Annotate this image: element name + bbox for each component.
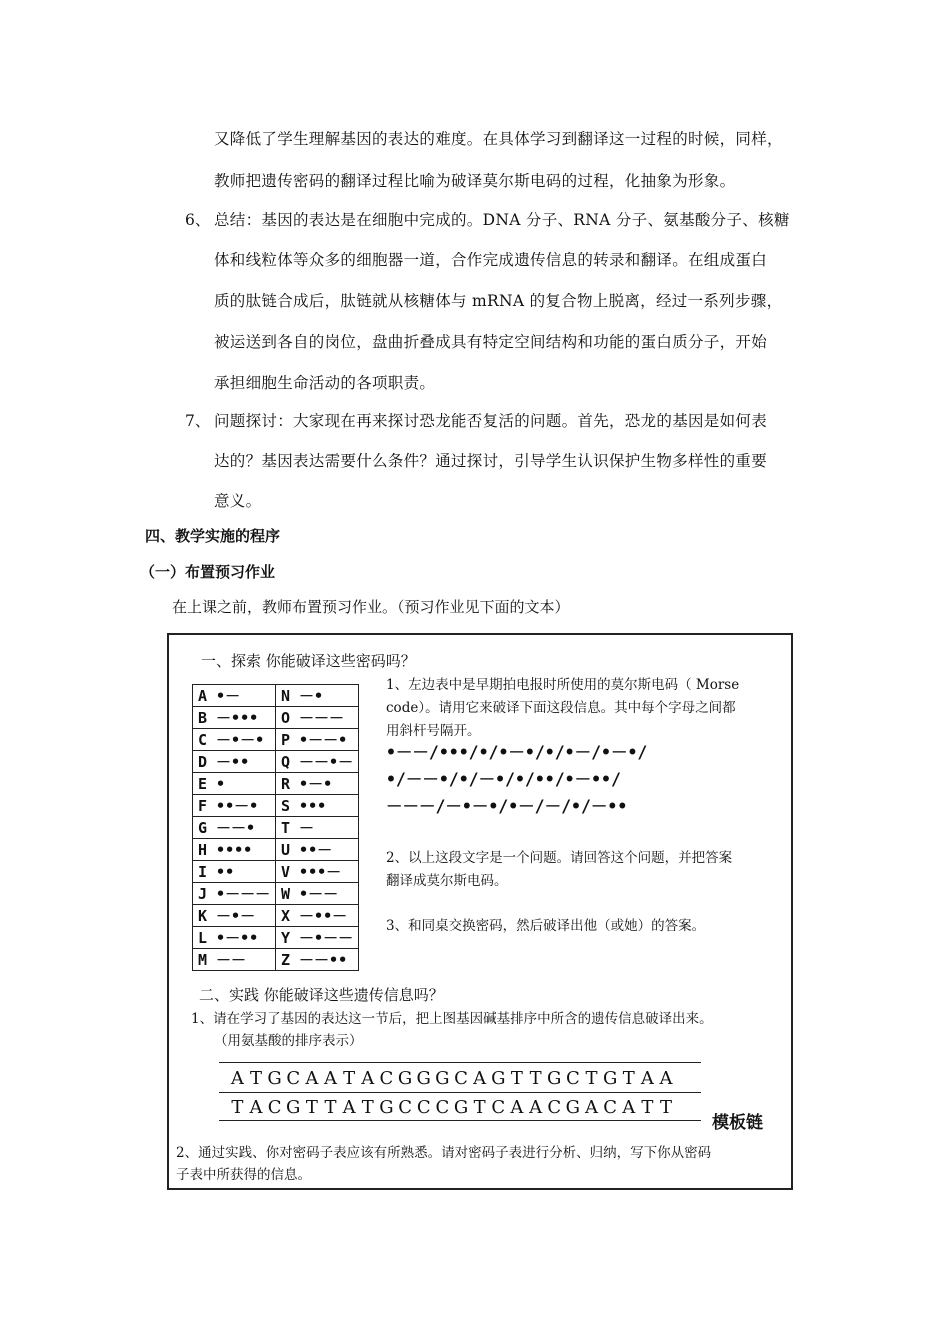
morse-table-row — [193, 839, 359, 861]
morse-table-row — [193, 883, 359, 905]
paragraph-line: 意义。 — [214, 492, 262, 510]
nucleotide-base: T — [660, 1097, 673, 1118]
nucleotide-base: C — [379, 1068, 394, 1089]
nucleotide-base: T — [510, 1068, 523, 1089]
nucleotide-base: A — [230, 1068, 244, 1089]
strand-rule-bottom — [219, 1120, 701, 1121]
morse-table-cell: K －•－ — [193, 905, 276, 927]
morse-table-row — [193, 817, 359, 839]
paragraph-line: 总结：基因的表达是在细胞中完成的。DNA 分子、RNA 分子、氨基酸分子、核糖 — [214, 211, 790, 229]
paragraph-line: 承担细胞生命活动的各项职责。 — [214, 374, 436, 392]
morse-table-cell: Z －－•• — [276, 949, 359, 971]
morse-table-row — [193, 949, 359, 971]
nucleotide-base: T — [305, 1097, 318, 1118]
nucleotide-base: C — [547, 1097, 562, 1118]
paragraph-line: 体和线粒体等众多的细胞器一道，合作完成遗传信息的转录和翻译。在组成蛋白 — [214, 251, 768, 269]
nucleotide-base: A — [640, 1068, 654, 1089]
morse-table-row — [193, 685, 359, 707]
part2-question-2-line: 子表中所获得的信息。 — [176, 1167, 311, 1183]
part2-question-1-line: （用氨基酸的排序表示） — [214, 1033, 363, 1049]
nucleotide-base: C — [267, 1097, 282, 1118]
subsection-heading: （一）布置预习作业 — [140, 563, 276, 581]
coding-strand-sequence — [228, 1068, 675, 1089]
morse-table-row — [193, 861, 359, 883]
nucleotide-base: C — [491, 1097, 506, 1118]
nucleotide-base: T — [361, 1097, 374, 1118]
question-1-line: code）。请用它来破译下面这段信息。其中每个字母之间都 — [386, 700, 736, 716]
paragraph-line: 达的？基因表达需要什么条件？通过探讨，引导学生认识保护生物多样性的重要 — [214, 452, 768, 470]
nucleotide-base: T — [622, 1068, 635, 1089]
strand-rule-top — [219, 1062, 701, 1063]
paragraph-line: 教师把遗传密码的翻译过程比喻为破译莫尔斯电码的过程，化抽象为形象。 — [214, 172, 736, 190]
nucleotide-base: C — [454, 1068, 468, 1089]
morse-table-cell: M －－ — [193, 949, 276, 971]
nucleotide-base: C — [286, 1068, 301, 1089]
nucleotide-base: T — [231, 1097, 244, 1118]
nucleotide-base: C — [435, 1097, 450, 1118]
morse-table-cell: F ••－• — [193, 795, 276, 817]
nucleotide-base: A — [510, 1097, 524, 1118]
morse-table-row — [193, 927, 359, 949]
morse-table-cell: P •－－• — [276, 729, 359, 751]
nucleotide-base: T — [324, 1097, 337, 1118]
question-1-line: 1、左边表中是早期拍电报时所使用的莫尔斯电码（ Morse — [386, 677, 740, 693]
morse-table-cell: E • — [193, 773, 276, 795]
item-number-6: 6、 — [185, 211, 211, 229]
morse-table-cell: N －• — [276, 685, 359, 707]
question-2-line: 翻译成莫尔斯电码。 — [386, 873, 508, 889]
morse-table-row — [193, 795, 359, 817]
nucleotide-base: G — [416, 1068, 431, 1089]
paragraph-line: 被运送到各自的岗位，盘曲折叠成具有特定空间结构和功能的蛋白质分子，开始 — [214, 333, 768, 351]
nucleotide-base: A — [584, 1097, 598, 1118]
part2-question-1-line: 1、请在学习了基因的表达这一节后，把上图基因碱基排序中所含的遗传信息破译出来。 — [191, 1011, 713, 1027]
nucleotide-base: T — [249, 1068, 262, 1089]
nucleotide-base: A — [659, 1068, 673, 1089]
morse-table-cell: G －－• — [193, 817, 276, 839]
paragraph-line: 问题探讨：大家现在再来探讨恐龙能否复活的问题。首先，恐龙的基因是如何表 — [214, 412, 768, 430]
morse-table-cell: B －••• — [193, 707, 276, 729]
morse-table-row — [193, 707, 359, 729]
nucleotide-base: A — [305, 1068, 319, 1089]
morse-table-cell: X －••－ — [276, 905, 359, 927]
nucleotide-base: C — [398, 1097, 412, 1118]
morse-table-cell: Q －－•－ — [276, 751, 359, 773]
question-3: 3、和同桌交换密码，然后破译出他（或她）的答案。 — [386, 918, 706, 934]
intro-text: 在上课之前，教师布置预习作业。（预习作业见下面的文本） — [172, 598, 570, 616]
morse-table-cell: W •－－ — [276, 883, 359, 905]
part2-title: 二、实践 你能破译这些遗传信息吗？ — [199, 986, 444, 1004]
nucleotide-base: G — [547, 1068, 562, 1089]
morse-table-cell: V •••－ — [276, 861, 359, 883]
paragraph-line: 又降低了学生理解基因的表达的难度。在具体学习到翻译这一过程的时候，同样， — [214, 130, 783, 148]
nucleotide-base: G — [286, 1097, 301, 1118]
morse-table-cell: D －•• — [193, 751, 276, 773]
template-strand-sequence — [228, 1097, 675, 1118]
morse-table-row — [193, 751, 359, 773]
nucleotide-base: C — [565, 1068, 580, 1089]
morse-table-cell: T － — [276, 817, 359, 839]
morse-table-cell: Y －•－－ — [276, 927, 359, 949]
strand-rule-middle — [219, 1092, 701, 1093]
morse-table-cell: R •－• — [276, 773, 359, 795]
template-strand-label: 模板链 — [712, 1113, 763, 1133]
nucleotide-base: G — [435, 1068, 450, 1089]
nucleotide-base: C — [603, 1097, 618, 1118]
section-heading: 四、教学实施的程序 — [145, 527, 281, 545]
nucleotide-base: C — [416, 1097, 431, 1118]
nucleotide-base: G — [602, 1068, 618, 1089]
morse-table-cell: A •－ — [193, 685, 276, 707]
nucleotide-base: A — [249, 1097, 263, 1118]
item-number-7: 7、 — [185, 412, 211, 430]
morse-table-cell: O －－－ — [276, 707, 359, 729]
question-1-line: 用斜杆号隔开。 — [386, 723, 481, 739]
nucleotide-base: A — [342, 1097, 356, 1118]
nucleotide-base: T — [585, 1068, 598, 1089]
morse-table-cell: C －•－• — [193, 729, 276, 751]
nucleotide-base: A — [622, 1097, 636, 1118]
nucleotide-base: G — [491, 1068, 506, 1089]
morse-message-line: •－－/•••/•/•－•/•/•－/•－•/ — [386, 743, 648, 762]
nucleotide-base: A — [529, 1097, 543, 1118]
morse-table-cell: H •••• — [193, 839, 276, 861]
morse-table-row — [193, 729, 359, 751]
nucleotide-base: A — [361, 1068, 375, 1089]
morse-table-row — [193, 773, 359, 795]
paragraph-line: 质的肽链合成后，肽链就从核糖体与 mRNA 的复合物上脱离，经过一系列步骤， — [214, 292, 783, 310]
nucleotide-base: A — [473, 1068, 487, 1089]
nucleotide-base: T — [343, 1068, 356, 1089]
nucleotide-base: G — [379, 1097, 394, 1118]
nucleotide-base: G — [453, 1097, 469, 1118]
morse-table-cell: J •－－－ — [193, 883, 276, 905]
nucleotide-base: G — [565, 1097, 581, 1118]
nucleotide-base: T — [529, 1068, 542, 1089]
question-2-line: 2、以上这段文字是一个问题。请回答这个问题，并把答案 — [386, 850, 733, 866]
nucleotide-base: T — [473, 1097, 486, 1118]
morse-table-cell: I •• — [193, 861, 276, 883]
morse-code-table — [192, 684, 359, 971]
morse-message-line: －－－/－•－•/•－/－/•/－•• — [386, 797, 628, 816]
nucleotide-base: T — [641, 1097, 654, 1118]
morse-message-line: •/－－•/•/－•/•/••/•－••/ — [386, 770, 621, 789]
part2-question-2-line: 2、通过实践、你对密码子表应该有所熟悉。请对密码子表进行分析、归纳，写下你从密码 — [176, 1145, 712, 1161]
morse-table-cell: U ••－ — [276, 839, 359, 861]
morse-table-cell: S ••• — [276, 795, 359, 817]
morse-table-cell: L •－•• — [193, 927, 276, 949]
nucleotide-base: G — [397, 1068, 413, 1089]
part1-title: 一、探索 你能破译这些密码吗？ — [201, 652, 416, 670]
nucleotide-base: G — [267, 1068, 282, 1089]
nucleotide-base: A — [324, 1068, 338, 1089]
morse-table-row — [193, 905, 359, 927]
